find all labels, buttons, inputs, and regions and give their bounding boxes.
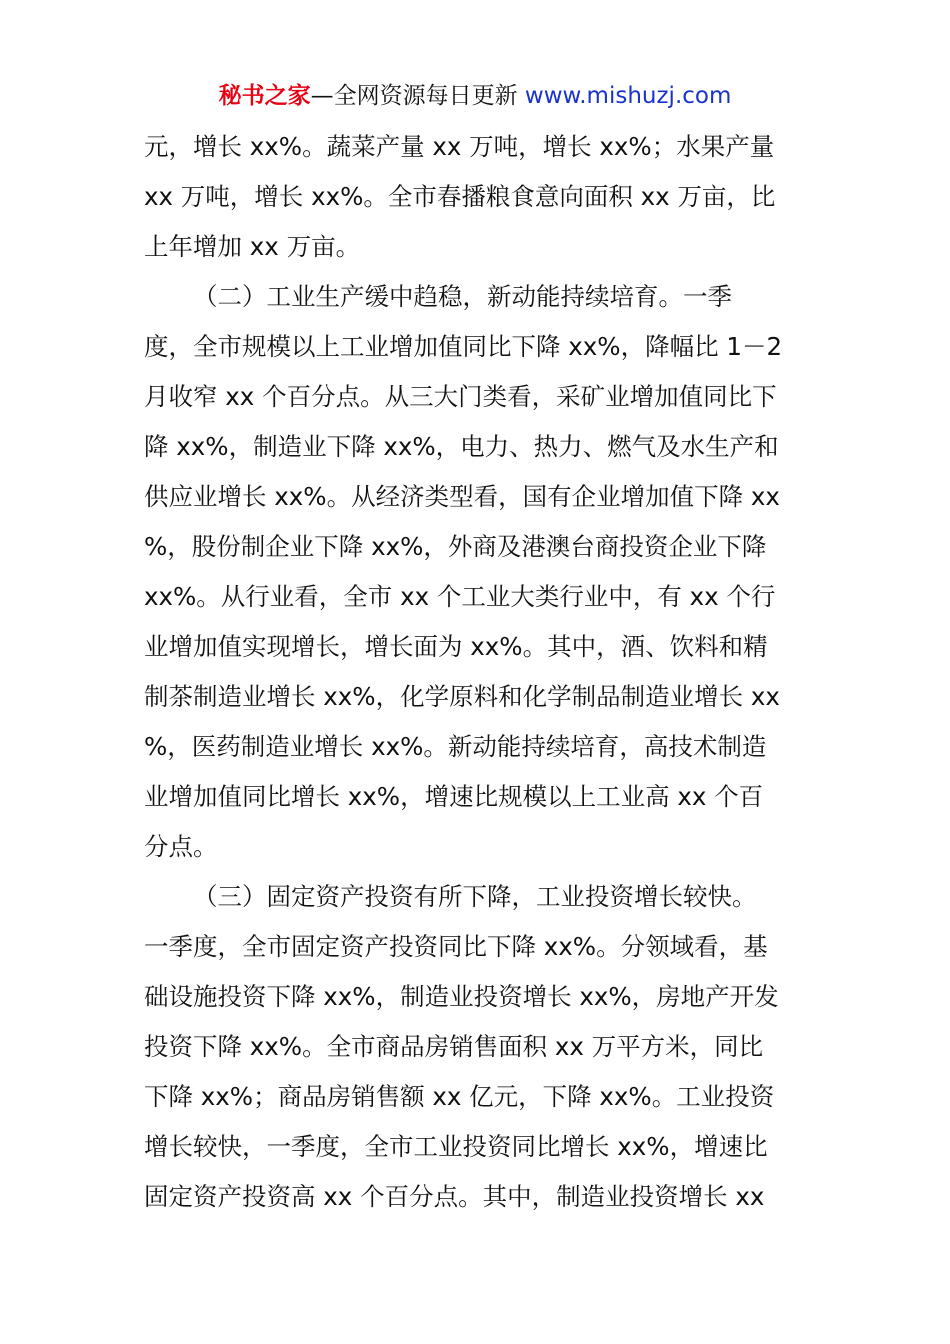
- text-line: xx%。从行业看，全市 xx 个工业大类行业中，有 xx 个行: [144, 582, 776, 611]
- text-line: 元，增长 xx%。蔬菜产量 xx 万吨，增长 xx%；水果产量: [144, 132, 775, 161]
- text-line: 度，全市规模以上工业增加值同比下降 xx%，降幅比 1－2: [144, 332, 783, 361]
- text-line: 础设施投资下降 xx%，制造业投资增长 xx%，房地产开发: [144, 982, 779, 1011]
- text-line: %，医药制造业增长 xx%。新动能持续培育，高技术制造: [144, 732, 767, 761]
- text-line: 制茶制造业增长 xx%，化学原料和化学制品制造业增长 xx: [144, 682, 780, 711]
- page-header: [0, 82, 950, 110]
- site-brand: 秘书之家: [218, 83, 311, 109]
- site-tagline: —全网资源每日更新: [310, 83, 525, 109]
- text-line: 业增加值同比增长 xx%，增速比规模以上工业高 xx 个百: [144, 782, 764, 811]
- text-line: 一季度，全市固定资产投资同比下降 xx%。分领域看，基: [144, 932, 768, 961]
- text-line: 分点。: [144, 832, 218, 861]
- text-line: 月收窄 xx 个百分点。从三大门类看，采矿业增加值同比下: [144, 382, 777, 411]
- text-line: xx 万吨，增长 xx%。全市春播粮食意向面积 xx 万亩，比: [144, 182, 776, 211]
- text-line: %，股份制企业下降 xx%，外商及港澳台商投资企业下降: [144, 532, 767, 561]
- text-line: 增长较快，一季度，全市工业投资同比增长 xx%，增速比: [144, 1132, 768, 1161]
- text-line: 降 xx%，制造业下降 xx%，电力、热力、燃气及水生产和: [144, 432, 779, 461]
- text-line: 固定资产投资高 xx 个百分点。其中，制造业投资增长 xx: [144, 1182, 765, 1211]
- text-line: 投资下降 xx%。全市商品房销售面积 xx 万平方米，同比: [144, 1032, 764, 1061]
- site-url: www.mishuzj.com: [524, 83, 732, 109]
- text-line: 下降 xx%；商品房销售额 xx 亿元，下降 xx%。工业投资: [144, 1082, 775, 1111]
- section-heading-line: （三）固定资产投资有所下降，工业投资增长较快。: [193, 882, 757, 911]
- text-line: 上年增加 xx 万亩。: [144, 232, 361, 261]
- text-line: 业增加值实现增长，增长面为 xx%。其中，酒、饮料和精: [144, 632, 768, 661]
- text-line: 供应业增长 xx%。从经济类型看，国有企业增加值下降 xx: [144, 482, 780, 511]
- document-body: [144, 122, 808, 1222]
- section-heading-line: （二）工业生产缓中趋稳，新动能持续培育。一季: [193, 282, 732, 311]
